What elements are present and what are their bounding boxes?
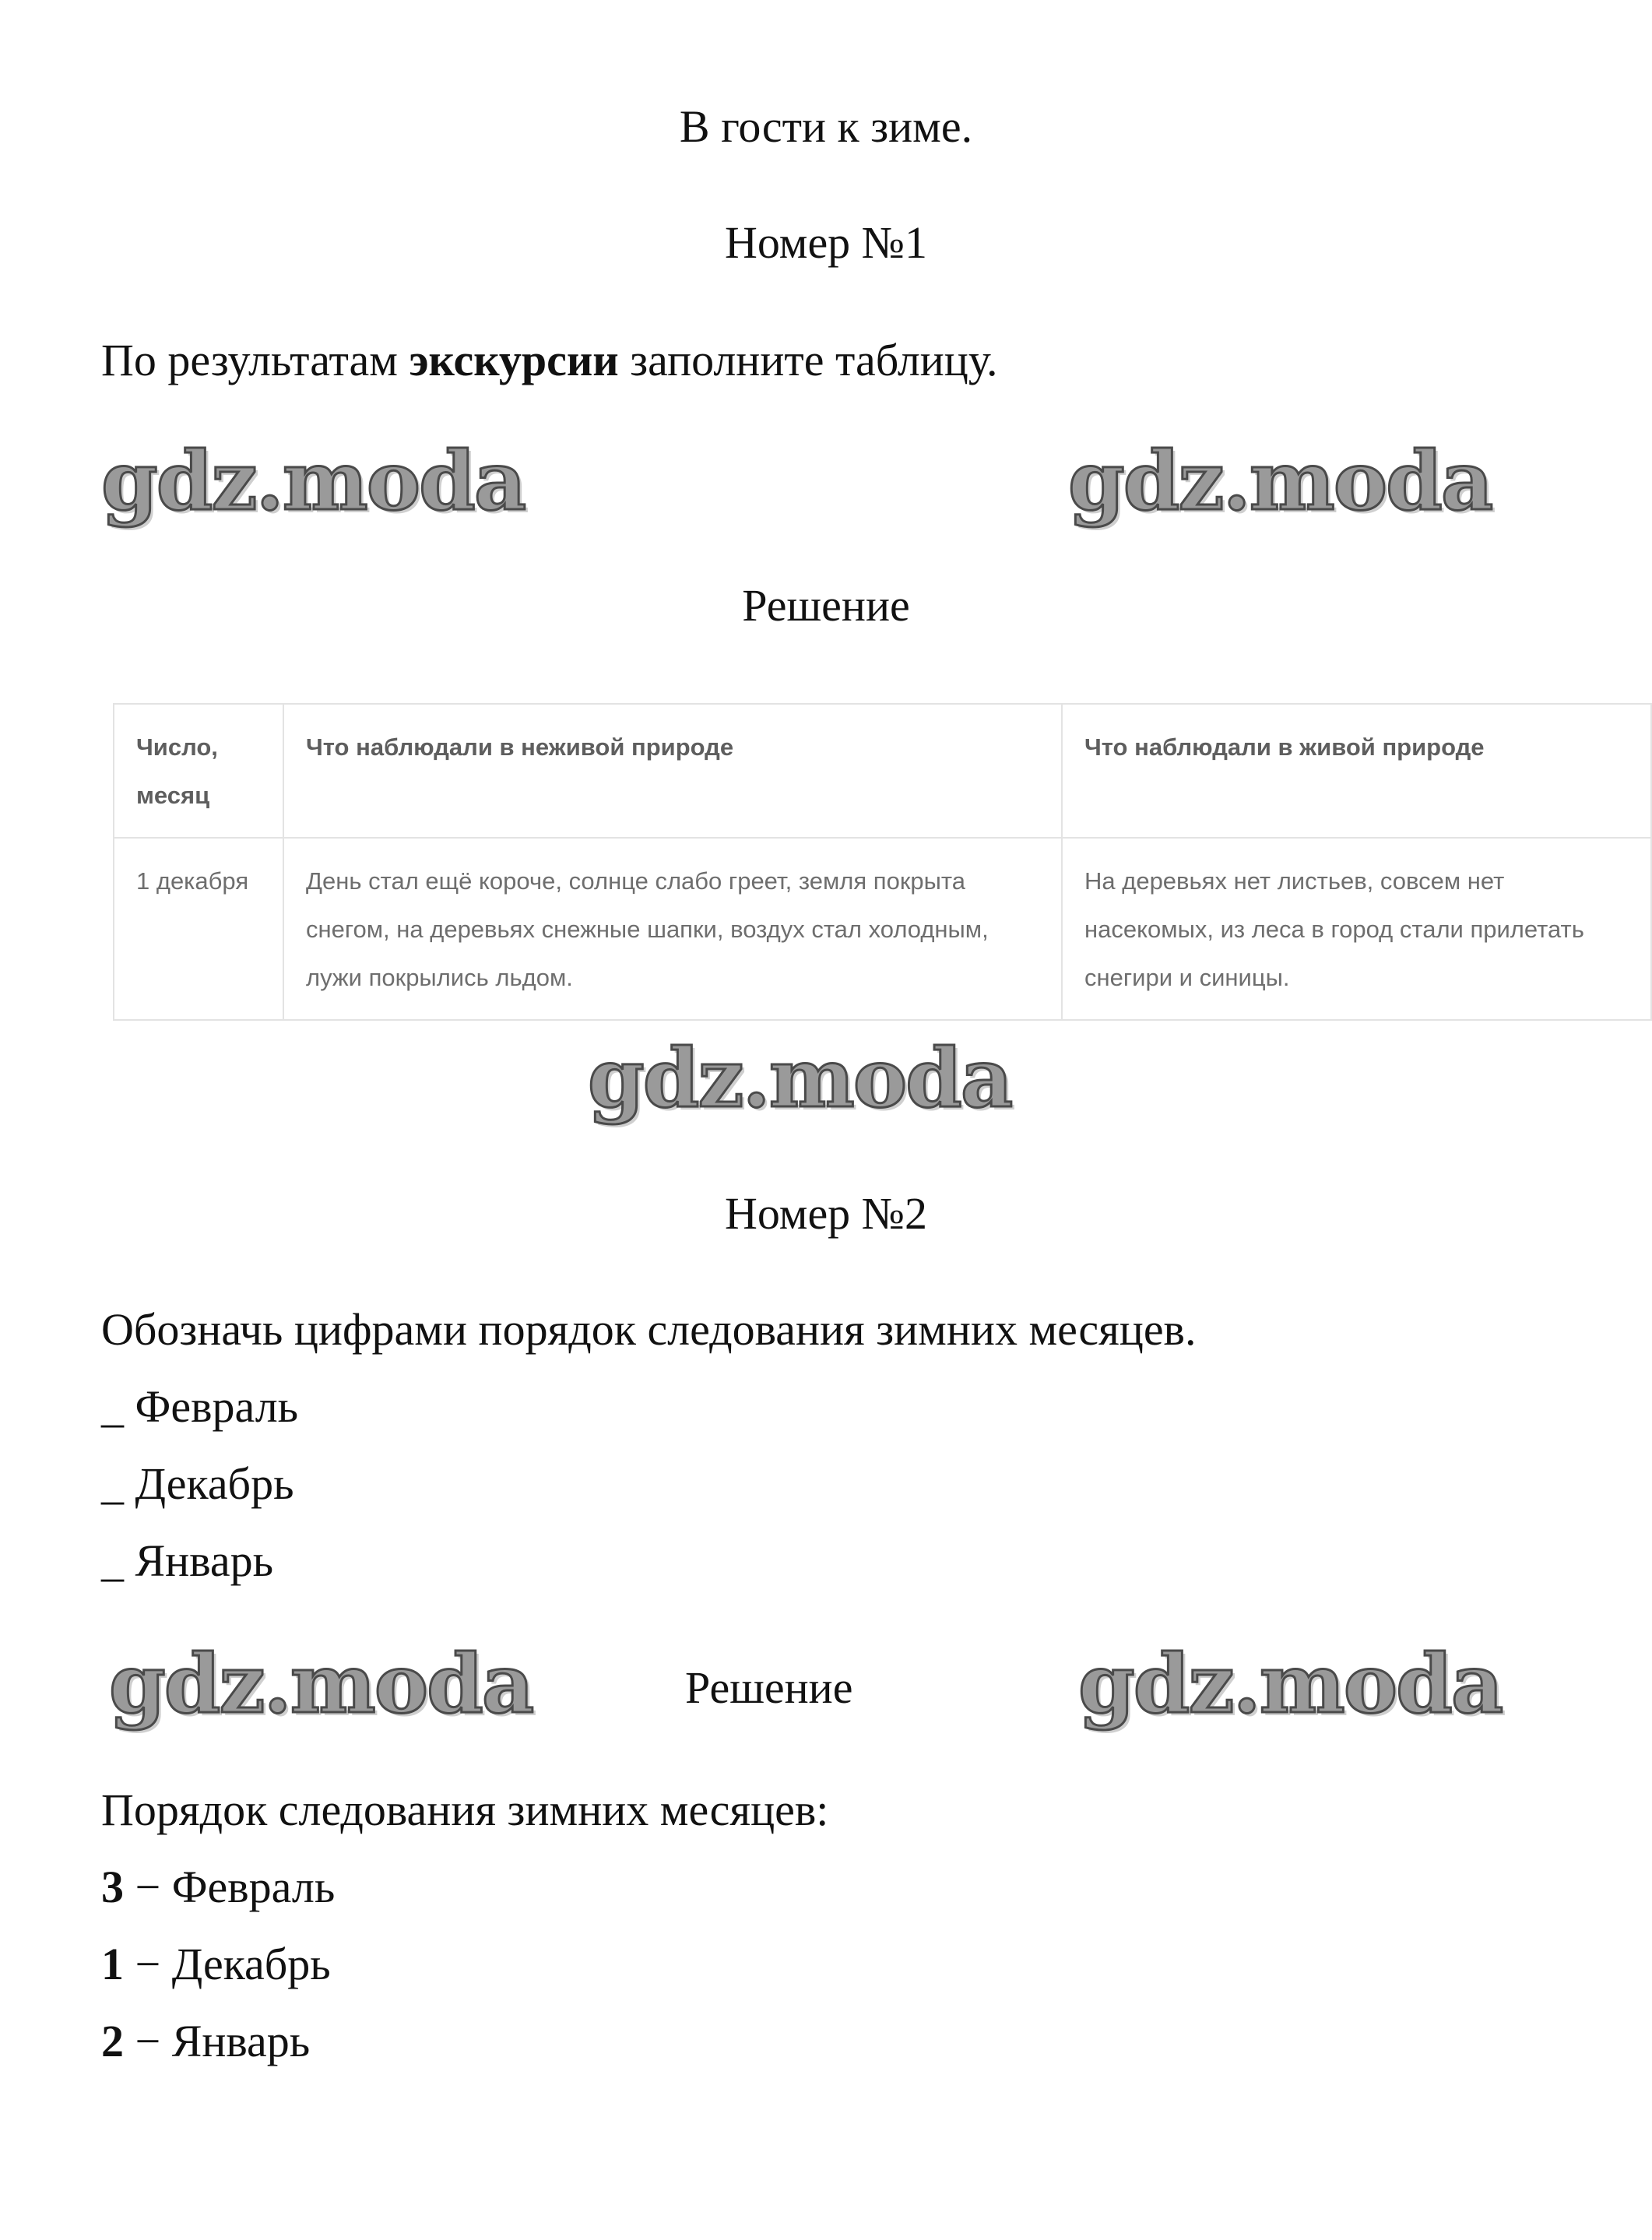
task2-blank-item: _ Февраль	[101, 1381, 299, 1432]
answer-text: − Январь	[124, 2016, 311, 2066]
task2-blank-item: _ Декабрь	[101, 1458, 294, 1509]
table-cell-nonliving: День стал ещё короче, солнце слабо греет, земля покрыта снегом, на деревьях снежные шапки, воздух стал холодным, лужи покрылись льдом.	[283, 838, 1062, 1020]
task1-prompt	[101, 333, 998, 388]
task2-answer-intro: Порядок следования зимних месяцев:	[101, 1785, 829, 1835]
answer-text: − Февраль	[124, 1862, 336, 1912]
task2-prompt: Обозначь цифрами порядок следования зимних месяцев.	[101, 1304, 1197, 1355]
answer-number: 3	[101, 1862, 124, 1912]
answer-line	[101, 1860, 335, 1915]
watermark-logo: gdz.moda	[588, 1030, 1012, 1126]
table-header-date: Число, месяц	[114, 704, 283, 838]
task1-prompt-before: По результатам	[101, 335, 409, 385]
answer-number: 2	[101, 2016, 124, 2066]
table-header-living: Что наблюдали в живой природе	[1062, 704, 1651, 838]
table-cell-date: 1 декабря	[114, 838, 283, 1020]
task2-solution-label: Решение	[685, 1662, 853, 1713]
table-row	[114, 838, 1651, 1020]
table-header-nonliving: Что наблюдали в неживой природе	[283, 704, 1062, 838]
table-header-row	[114, 704, 1651, 838]
table-cell-living: На деревьях нет листьев, совсем нет насекомых, из леса в город стали прилетать снегири и синицы.	[1062, 838, 1651, 1020]
answer-line	[101, 1937, 331, 1992]
answer-text: − Декабрь	[124, 1939, 331, 1989]
watermark-logo: gdz.moda	[1078, 1636, 1503, 1732]
answer-line	[101, 2014, 310, 2069]
task2-blank-item: _ Январь	[101, 1535, 274, 1586]
observation-table	[113, 703, 1652, 1021]
watermark-logo: gdz.moda	[101, 433, 525, 529]
answer-number: 1	[101, 1939, 124, 1989]
watermark-logo: gdz.moda	[1068, 433, 1492, 529]
task1-heading: Номер №1	[724, 217, 928, 268]
page-title: В гости к зиме.	[679, 101, 973, 152]
task2-heading: Номер №2	[724, 1188, 928, 1239]
task1-prompt-bold: экскурсии	[409, 335, 619, 385]
task1-solution-label: Решение	[742, 580, 910, 631]
watermark-logo: gdz.moda	[109, 1636, 533, 1732]
task1-prompt-after: заполните таблицу.	[618, 335, 998, 385]
